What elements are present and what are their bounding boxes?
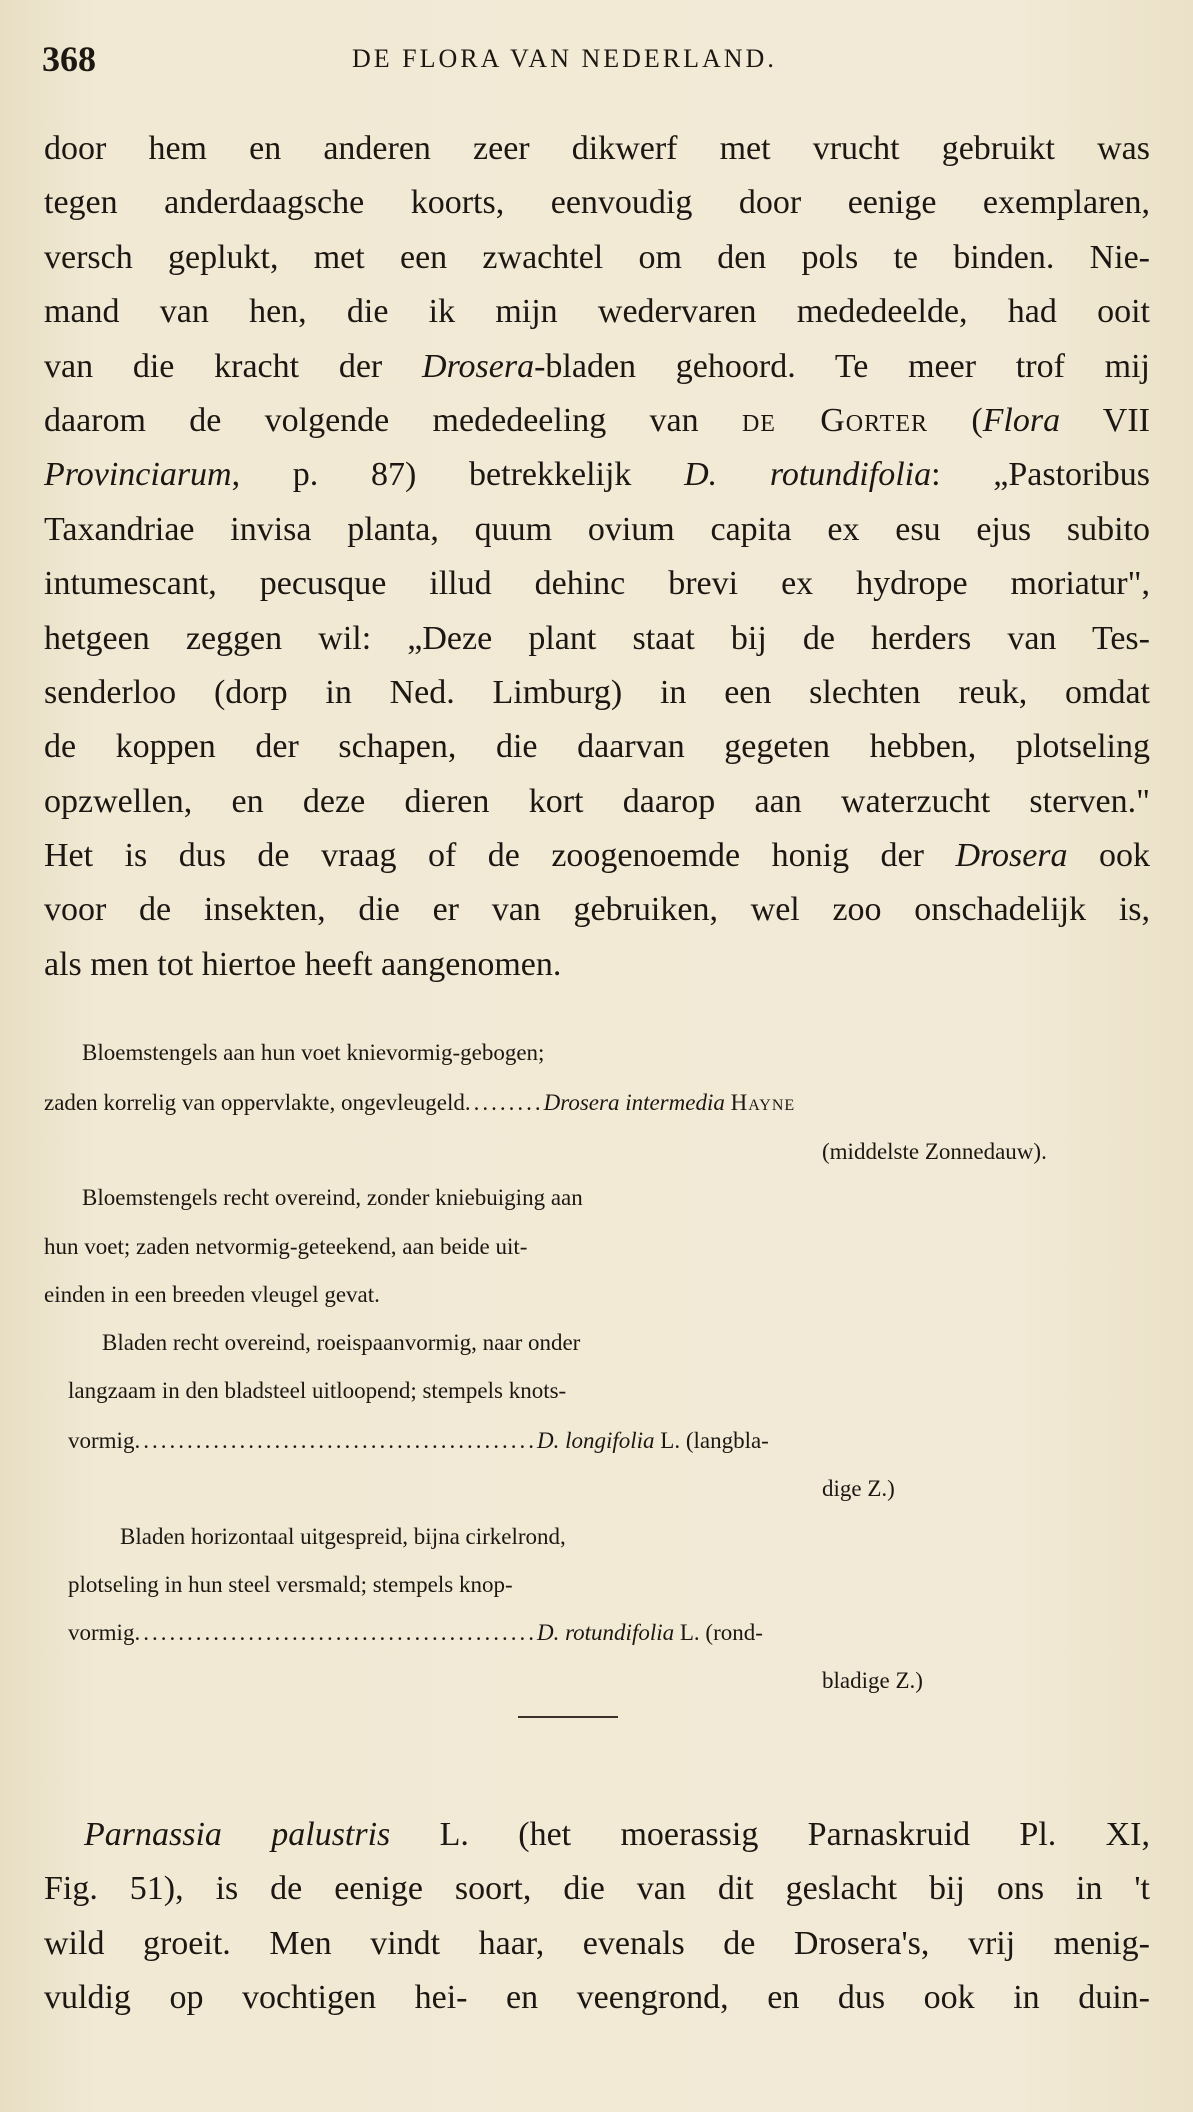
text-line: wild groeit. Men vindt haar, evenals de Drosera's, vrij menig- xyxy=(44,1924,1150,1962)
running-title: DE FLORA VAN NEDERLAND. xyxy=(352,44,777,73)
paragraph-parnassia xyxy=(44,1808,1150,2026)
text-span: van die kracht der xyxy=(44,347,423,385)
text-span: : „Pastoribus xyxy=(931,456,1151,494)
text-line: tegen anderdaagsche koorts, eenvoudig door eenige exemplaren, xyxy=(44,184,1150,222)
work-title: Provinciarum xyxy=(44,456,232,494)
text-span: VII xyxy=(1060,401,1150,439)
text-span: Het is dus de vraag of de zoogenoemde honig der xyxy=(44,837,956,875)
taxon-name: D. longifolia xyxy=(536,1428,655,1453)
text-line: versch geplukt, met een zwachtel om den pols te binden. Nie- xyxy=(44,238,1150,276)
taxon-name: Parnassia palustris xyxy=(84,1816,391,1853)
text-span: zaden korrelig van oppervlakte, ongevleugeld xyxy=(44,1090,465,1115)
text-span: vormig xyxy=(68,1428,135,1453)
key-line: Bladen horizontaal uitgespreid, bijna cirkelrond, xyxy=(120,1524,566,1549)
text-line: Fig. 51), is de eenige soort, die van dit geslacht bij ons in 't xyxy=(44,1870,1150,1908)
author-name: L. (rond- xyxy=(679,1620,763,1645)
text-span: daarom de volgende mededeeling van xyxy=(44,401,742,439)
text-span: vormig xyxy=(68,1620,135,1645)
text-span: L. (het moerassig Parnaskruid Pl. XI, xyxy=(390,1816,1150,1853)
key-line xyxy=(44,1090,795,1116)
work-title: Flora xyxy=(982,401,1061,439)
taxon-name: Drosera xyxy=(955,837,1068,875)
section-divider xyxy=(518,1716,618,1718)
text-line: opzwellen, en deze dieren kort daarop aan waterzucht sterven." xyxy=(44,782,1150,820)
taxon-name: D. rotundifolia xyxy=(536,1620,675,1645)
author-name: L. (langbla- xyxy=(660,1428,769,1453)
key-line: (middelste Zonnedauw). xyxy=(822,1139,1047,1164)
key-line: einden in een breeden vleugel gevat. xyxy=(44,1282,380,1307)
leader-dots: .............................................. xyxy=(134,1620,537,1645)
text-line: Taxandriae invisa planta, quum ovium capita ex esu ejus subito xyxy=(44,510,1150,548)
key-line xyxy=(68,1428,769,1454)
key-line xyxy=(68,1620,763,1646)
author-name: de Gorter xyxy=(741,401,929,439)
key-line: plotseling in hun steel versmald; stempels knop- xyxy=(68,1572,513,1597)
text-span: ook xyxy=(1067,837,1150,875)
paragraph-drosera xyxy=(44,122,1150,992)
text-span: ( xyxy=(928,401,983,439)
text-line: vuldig op vochtigen hei- en veengrond, en dus ook in duin- xyxy=(44,1979,1150,2017)
key-line: bladige Z.) xyxy=(822,1668,923,1693)
key-line: Bloemstengels recht overeind, zonder kniebuiging aan xyxy=(82,1185,583,1210)
key-line: dige Z.) xyxy=(822,1476,895,1501)
text-line xyxy=(44,340,1150,394)
leader-dots: .............................................. xyxy=(134,1428,537,1453)
text-line xyxy=(44,448,1150,502)
key-line: langzaam in den bladsteel uitloopend; stempels knots- xyxy=(68,1378,567,1403)
text-span: -bladen gehoord. Te meer trof mij xyxy=(534,347,1150,385)
taxon-name: Drosera xyxy=(422,347,535,385)
page-number: 368 xyxy=(42,39,96,79)
author-name: Hayne xyxy=(730,1090,796,1115)
text-line: de koppen der schapen, die daarvan gegeten hebben, plotseling xyxy=(44,728,1150,766)
text-line: senderloo (dorp in Ned. Limburg) in een slechten reuk, omdat xyxy=(44,673,1150,711)
key-line: hun voet; zaden netvormig-geteekend, aan beide uit- xyxy=(44,1234,528,1259)
text-line: intumescant, pecusque illud dehinc brevi ex hydrope moriatur", xyxy=(44,565,1150,603)
taxon-name: D. rotundifolia xyxy=(684,456,932,494)
text-line: als men tot hiertoe heeft aangenomen. xyxy=(44,945,562,983)
text-line xyxy=(44,394,1150,448)
text-span: , p. 87) betrekkelijk xyxy=(231,456,685,494)
leader-dots: ......... xyxy=(464,1090,544,1115)
text-line: voor de insekten, die er van gebruiken, wel zoo onschadelijk is, xyxy=(44,891,1150,929)
text-line xyxy=(44,829,1150,883)
text-line xyxy=(44,1808,1150,1862)
key-line: Bladen recht overeind, roeispaanvormig, naar onder xyxy=(102,1330,581,1355)
running-head xyxy=(42,38,1152,78)
text-line: mand van hen, die ik mijn wedervaren mededeelde, had ooit xyxy=(44,293,1150,331)
text-line: hetgeen zeggen wil: „Deze plant staat bij de herders van Tes- xyxy=(44,619,1150,657)
text-line: door hem en anderen zeer dikwerf met vrucht gebruikt was xyxy=(44,130,1150,167)
key-line: Bloemstengels aan hun voet knievormig-gebogen; xyxy=(82,1040,545,1065)
taxon-name: Drosera intermedia xyxy=(543,1090,725,1115)
